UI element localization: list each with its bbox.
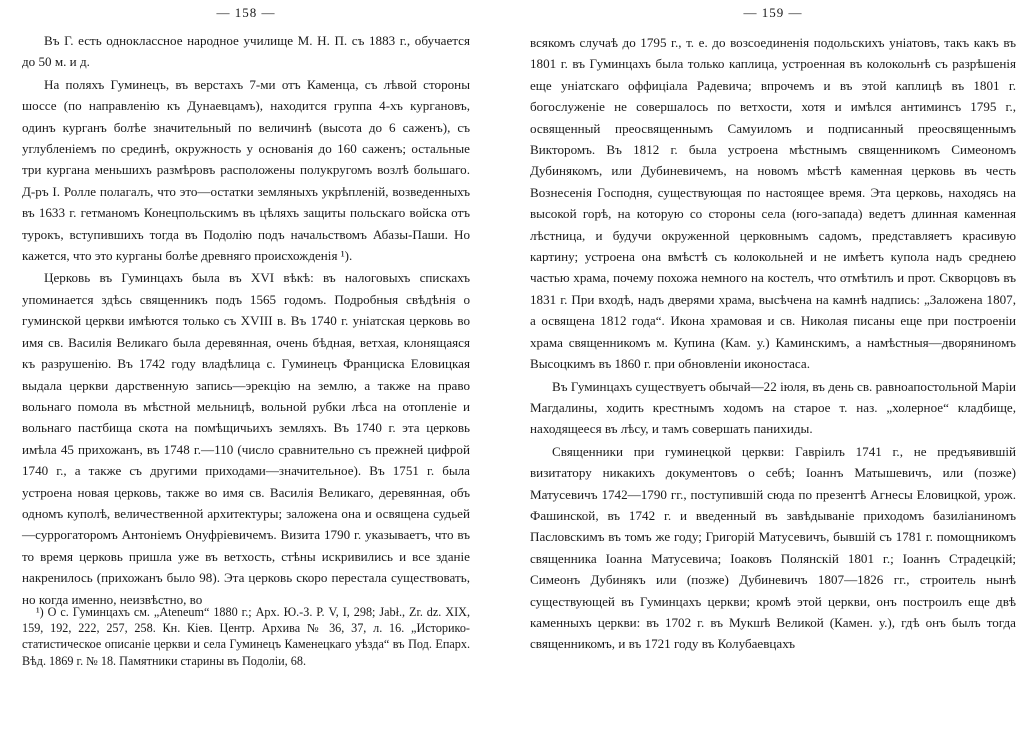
paragraph: Въ Гуминцахъ существуетъ обычай—22 іюля, въ день св. равноапостольной Маріи Магдалины, ходить крестнымъ ходомъ на старое т. наз. „холерное“ кладбище, находящееся въ лѣсу, и тамъ совершать панихиды. xyxy=(530,378,1016,437)
footnote: ¹) О с. Гуминцахъ см. „Ateneum“ 1880 г.; Арх. Ю.-З. Р. V, I, 298; Jabł., Zr. dz. XIX, 159, 192, 222, 257, 258. Кн. Кіев. Центр. Архива № 36, 37, л. 16. „Историко-статистическое описаніе церкви и села Гуминецъ Каменецкаго уѣзда“ въ Под. Епарх. Вѣд. 1869 г. № 18. Памятники старины въ Подоліи, 68. xyxy=(22,605,470,668)
paragraph: Въ Г. есть одноклассное народное училище М. Н. П. съ 1883 г., обучается до 50 м. и д. xyxy=(22,33,470,70)
paragraph: всякомъ случаѣ до 1795 г., т. е. до возсоединенія подольскихъ уніатовъ, такъ какъ въ 1801 г. въ Гуминцахъ была только каплица, устроенная въ колокольнѣ съ разрѣшенія еще уніатскаго оффиціала Радевича; впрочемъ и въ этой каплицѣ въ 1801 г. богослуженіе не совершалось по ветхости, хотя и имѣлся антиминсъ 1795 г., освященный преосвященнымъ Самуиломъ и подписанный преосвященнымъ Викторомъ. Въ 1812 г. была устроена мѣстнымъ священникомъ Симеономъ Дубинякомъ, или Дубиневичемъ, на новомъ мѣстѣ каменная церковь въ честь Вознесенія Господня, существующая по настоящее время. Эта церковь, находясь на высокой горѣ, на которую со стороны села (юго-запада) ведетъ длинная каменная лѣстница, и будучи окруженной церковнымъ садомъ, представляетъ красивую картину; устроена она вмѣстѣ съ колокольней и не имѣетъ купола надъ среднею частью храма, почему похожа немного на костелъ, что отмѣтилъ и прот. Скворцовъ въ 1831 г. При входѣ, надъ дверями храма, высѣчена на камнѣ надпись: „Заложена 1807, а освящена 1812 года“. Икона храмовая и св. Николая писаны еще при построеніи храма священникомъ м. Купина (Кам. у.) Каминскимъ, а намѣстныя—дворяниномъ Высоцкимъ въ 1860 г. при обновленіи иконостаса. xyxy=(530,35,1016,372)
page-number: — 158 — xyxy=(216,5,276,20)
footnotes xyxy=(22,604,470,669)
right-page-body xyxy=(530,32,1016,655)
paragraph: На поляхъ Гуминецъ, въ верстахъ 7-ми отъ Каменца, съ лѣвой стороны шоссе (по направленію къ Дунаевцамъ), находится группа 4-хъ кургановъ, одинъ курганъ болѣе значительный по величинѣ (высота до 6 саженъ), съ углубленіемъ по срединѣ, окружность у основанія до 160 саженъ; остальные три кургана меньшихъ размѣровъ расположены полукругомъ возлѣ большаго. Д-ръ І. Ролле полагалъ, что это—остатки земляныхъ укрѣпленій, возведенныхъ въ 1633 г. гетманомъ Конецпольскимъ въ цѣляхъ защиты польскаго войска отъ турокъ, вступившихъ тогда въ Подолію подъ начальствомъ Абазы-Паши. Но кажется, что это курганы болѣе древняго происхожденія ¹). xyxy=(22,76,470,264)
paragraph: Священники при гуминецкой церкви: Гавріилъ 1741 г., не предъявившій визитатору никакихъ документовъ о себѣ; Іоаннъ Матышевичъ, или (позже) Матусевичъ 1742—1790 гг., поступившій сюда по презентѣ Агнесы Еловицкой, урож. Фашинской, въ 1742 г. и введенный въ завѣдываніе приходомъ базиліаниномъ Пасловскимъ въ томъ же году; Григорій Матусевичъ, бывшій съ 1781 г. помощникомъ священника Іоанна Матусевича; Іоаковъ Полянскій 1801 г.; Іоаннъ Страдецкій; Симеонъ Дубинякъ или (позже) Дубиневичъ 1807—1826 гг., строитель нынѣ существующей въ Гуминцахъ церкви; кромѣ этой церкви, онъ построилъ еще двѣ каменныхъ церкви: въ 1702 г. въ Мукшѣ Великой (Камен. у.), гдѣ онъ былъ тогда священникомъ, и въ 1721 году въ Колубаевцахъ xyxy=(530,443,1016,652)
right-page xyxy=(530,0,1016,731)
left-page xyxy=(22,0,470,731)
left-page-body xyxy=(22,30,470,610)
page-number: — 159 — xyxy=(743,5,803,20)
paragraph: Церковь въ Гуминцахъ была въ XVI вѣкѣ: въ налоговыхъ спискахъ упоминается здѣсь священникъ подъ 1565 годомъ. Подробныя свѣдѣнія о гуминской церкви имѣются только съ XVIII в. Въ 1740 г. уніатская церковь во имя св. Василія Великаго была деревянная, очень бѣдная, ветхая, клонящаяся къ разрушенію. Въ 1742 году владѣлица с. Гуминецъ Франциска Еловицкая выдала церкви дарственную запись—эрекцію на землю, а также на право вольнаго помола въ мѣстной мельницѣ, вольной рубки лѣса на отопленіе и вольнаго пастбища скота на помѣщичьихъ земляхъ. Въ 1740 г. эта церковь имѣла 45 прихожанъ, въ 1748 г.—110 (число сравнительно съ прежней цифрой 1740 г., а также съ другими приходами—значительное). Въ 1751 г. была устроена новая церковь, также во имя св. Василія Великаго, деревянная, объ одномъ куполѣ, величественной архитектуры; заложена она и освящена судьей—суррогаторомъ Антоніемъ Онуфріевичемъ. Визита 1790 г. указываетъ, что въ то время церковь пришла уже въ ветхость, стѣны искривились и все зданіе накренилось (прихожанъ было 98). Эта церковь скоро перестала существовать, но когда именно, неизвѣстно, во xyxy=(22,270,470,607)
